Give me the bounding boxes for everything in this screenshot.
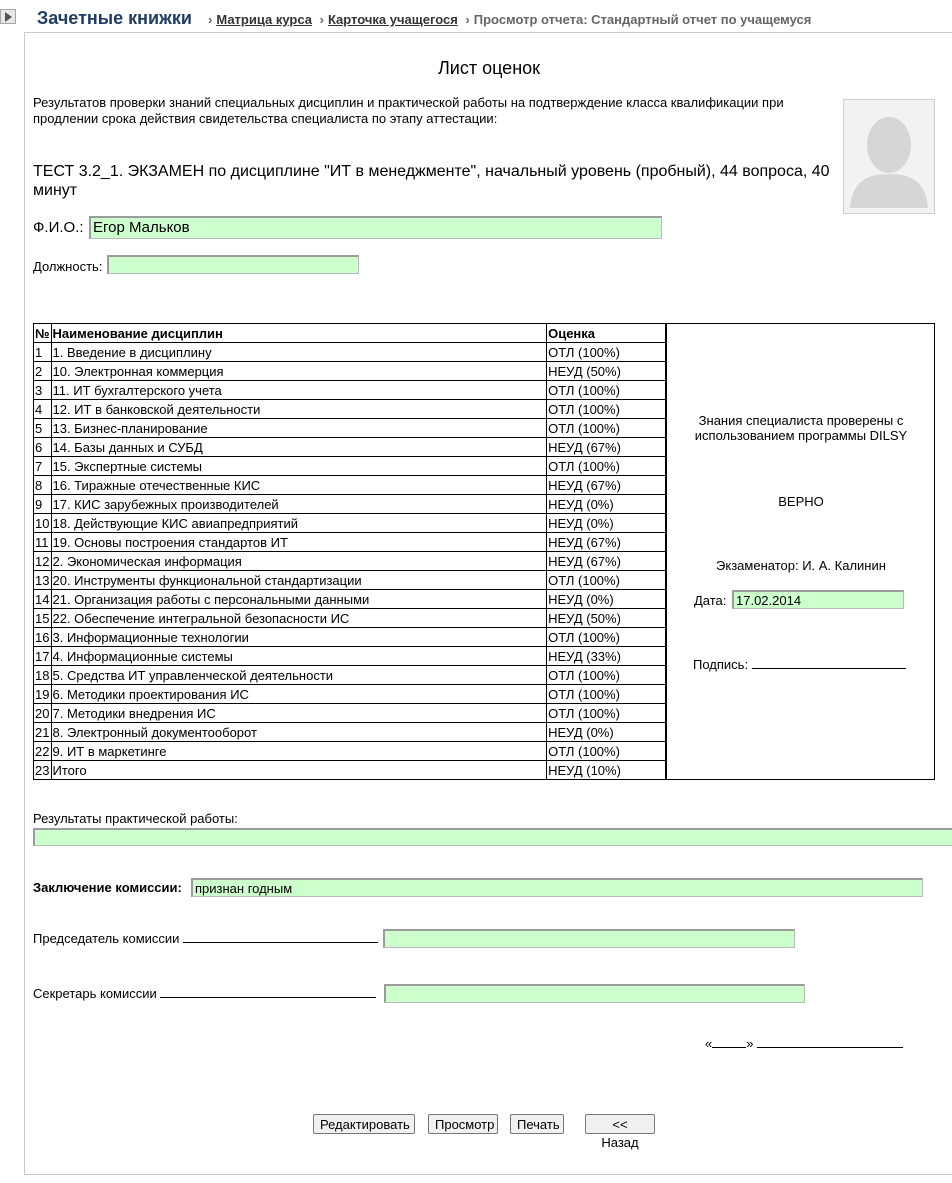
discipline-cell: 4. Информационные системы	[51, 647, 547, 666]
verification-note: Знания специалиста проверены с использованием программы DILSY	[694, 413, 908, 443]
grade-cell: НЕУД (33%)	[547, 647, 666, 666]
table-row	[34, 647, 666, 666]
table-row	[34, 400, 666, 419]
date-line	[705, 1036, 903, 1051]
table-row	[34, 704, 666, 723]
date-label: Дата:	[694, 593, 727, 608]
discipline-cell: 7. Методики внедрения ИС	[51, 704, 547, 723]
app-title: Зачетные книжки	[37, 8, 192, 28]
number-cell: 9	[34, 495, 51, 514]
test-title: ТЕСТ 3.2_1. ЭКЗАМЕН по дисциплине "ИТ в менеджменте", начальный уровень (пробный), 44 вопроса, 40 минут	[33, 163, 830, 199]
discipline-cell: 22. Обеспечение интегральной безопасности ИС	[51, 609, 547, 628]
number-cell: 6	[34, 438, 51, 457]
table-row	[34, 457, 666, 476]
number-cell: 7	[34, 457, 51, 476]
grade-cell: ОТЛ (100%)	[547, 628, 666, 647]
date-open-quote: «	[705, 1036, 713, 1051]
number-cell: 20	[35, 705, 50, 721]
grades-block	[33, 323, 935, 780]
col-header-discipline: Наименование дисциплин	[51, 324, 547, 343]
breadcrumb-separator: ›	[319, 12, 324, 27]
col-header-grade: Оценка	[547, 324, 666, 343]
table-row	[34, 609, 666, 628]
discipline-cell: 20. Инструменты функциональной стандартизации	[51, 571, 547, 590]
discipline-cell: 21. Организация работы с персональными данными	[51, 590, 547, 609]
breadcrumb-link-course-matrix[interactable]: Матрица курса	[216, 12, 312, 27]
grade-cell: ОТЛ (100%)	[547, 742, 666, 761]
table-row	[34, 761, 666, 780]
number-cell: 13	[35, 572, 50, 588]
grade-cell: ОТЛ (100%)	[547, 400, 666, 419]
grade-cell: ОТЛ (100%)	[547, 457, 666, 476]
discipline-cell: 18. Действующие КИС авиапредприятий	[51, 514, 547, 533]
discipline-cell: 13. Бизнес-планирование	[51, 419, 547, 438]
breadcrumb-current: Просмотр отчета: Стандартный отчет по учащемуся	[473, 12, 812, 27]
number-cell: 15	[35, 610, 50, 626]
col-header-number: №	[35, 325, 50, 341]
discipline-cell: 8. Электронный документооборот	[51, 723, 547, 742]
preview-button[interactable]: Просмотр	[428, 1114, 498, 1134]
user-silhouette-icon	[844, 100, 934, 213]
number-cell: 23	[35, 762, 50, 778]
grades-table	[34, 324, 666, 780]
date-close-quote: »	[746, 1036, 754, 1051]
table-row	[34, 685, 666, 704]
grade-cell: ОТЛ (100%)	[547, 685, 666, 704]
number-cell: 1	[34, 343, 51, 362]
table-row	[34, 514, 666, 533]
practice-results-field[interactable]	[33, 828, 952, 846]
discipline-cell: 3. Информационные технологии	[51, 628, 547, 647]
number-cell: 2	[34, 362, 51, 381]
discipline-cell: 2. Экономическая информация	[51, 552, 547, 571]
number-cell: 10	[35, 515, 50, 531]
table-row	[34, 723, 666, 742]
grade-cell: НЕУД (10%)	[547, 761, 666, 780]
grade-cell: НЕУД (0%)	[547, 514, 666, 533]
table-row	[34, 533, 666, 552]
grade-cell: НЕУД (67%)	[547, 533, 666, 552]
fio-field[interactable]: Егор Мальков	[89, 216, 662, 239]
grade-cell: НЕУД (67%)	[547, 476, 666, 495]
grades-table-body	[34, 343, 666, 780]
conclusion-label: Заключение комиссии:	[33, 880, 182, 895]
number-cell: 12	[35, 553, 50, 569]
number-cell: 16	[35, 629, 50, 645]
secretary-line	[33, 986, 376, 1001]
discipline-cell: 17. КИС зарубежных производителей	[51, 495, 547, 514]
breadcrumb-separator: ›	[208, 12, 213, 27]
grade-cell: ОТЛ (100%)	[547, 704, 666, 723]
chairman-field[interactable]	[383, 929, 795, 948]
grade-cell: ОТЛ (100%)	[547, 571, 666, 590]
chairman-line	[33, 931, 378, 946]
table-row	[34, 495, 666, 514]
month-year-underline	[757, 1047, 903, 1048]
conclusion-field[interactable]: признан годным	[191, 878, 923, 897]
signature-line	[693, 657, 906, 672]
table-row	[34, 343, 666, 362]
number-cell: 18	[35, 667, 50, 683]
discipline-cell: 6. Методики проектирования ИС	[51, 685, 547, 704]
verdict-text: ВЕРНО	[778, 494, 824, 509]
number-cell: 4	[34, 400, 51, 419]
examiner-name: Экзаменатор: И. А. Калинин	[716, 558, 886, 573]
signature-underline	[752, 668, 906, 669]
discipline-cell: Итого	[51, 761, 547, 780]
number-cell: 21	[35, 724, 50, 740]
table-header-row	[34, 324, 666, 343]
table-row	[34, 742, 666, 761]
signature-label: Подпись:	[693, 657, 749, 672]
discipline-cell: 5. Средства ИТ управленческой деятельности	[51, 666, 547, 685]
sheet-title: Лист оценок	[437, 58, 541, 78]
table-row	[34, 419, 666, 438]
grade-cell: ОТЛ (100%)	[547, 343, 666, 362]
discipline-cell: 19. Основы построения стандартов ИТ	[51, 533, 547, 552]
fio-label: Ф.И.О.:	[33, 219, 84, 236]
grade-cell: НЕУД (50%)	[547, 362, 666, 381]
discipline-cell: 14. Базы данных и СУБД	[51, 438, 547, 457]
secretary-field[interactable]	[384, 984, 805, 1003]
discipline-cell: 16. Тиражные отечественные КИС	[51, 476, 547, 495]
discipline-cell: 9. ИТ в маркетинге	[51, 742, 547, 761]
student-photo-placeholder	[843, 99, 935, 214]
print-button[interactable]: Печать	[510, 1114, 564, 1134]
number-cell: 19	[35, 686, 50, 702]
table-row	[34, 666, 666, 685]
table-row	[34, 552, 666, 571]
grade-cell: НЕУД (0%)	[547, 590, 666, 609]
discipline-cell: 11. ИТ бухгалтерского учета	[51, 381, 547, 400]
number-cell: 8	[34, 476, 51, 495]
grade-cell: ОТЛ (100%)	[547, 666, 666, 685]
play-arrow-icon	[5, 12, 12, 22]
number-cell: 14	[35, 591, 50, 607]
report-sheet	[24, 32, 952, 1175]
table-row	[34, 628, 666, 647]
day-underline	[712, 1047, 746, 1048]
chairman-underline	[183, 942, 378, 943]
back-button[interactable]: << Назад	[585, 1114, 655, 1134]
number-cell: 17	[35, 648, 50, 664]
number-cell: 22	[35, 743, 50, 759]
chairman-label: Председатель комиссии	[33, 931, 180, 946]
discipline-cell: 12. ИТ в банковской деятельности	[51, 400, 547, 419]
table-row	[34, 476, 666, 495]
table-row	[34, 362, 666, 381]
grade-cell: НЕУД (67%)	[547, 438, 666, 457]
secretary-label: Секретарь комиссии	[33, 986, 157, 1001]
table-row	[34, 590, 666, 609]
position-label: Должность:	[33, 259, 103, 274]
number-cell: 3	[34, 381, 51, 400]
top-bar	[0, 0, 952, 34]
secretary-underline	[160, 997, 376, 998]
edit-button[interactable]: Редактировать	[313, 1114, 415, 1134]
position-field[interactable]	[107, 255, 359, 274]
table-row	[34, 571, 666, 590]
table-row	[34, 438, 666, 457]
grade-cell: НЕУД (0%)	[547, 723, 666, 742]
grade-cell: НЕУД (67%)	[547, 552, 666, 571]
expand-toggle-button[interactable]	[0, 9, 16, 24]
grade-cell: ОТЛ (100%)	[547, 419, 666, 438]
table-row	[34, 381, 666, 400]
number-cell: 11	[34, 533, 51, 552]
number-cell: 5	[34, 419, 51, 438]
grade-cell: НЕУД (50%)	[547, 609, 666, 628]
breadcrumb-link-student-card[interactable]: Карточка учащегося	[327, 12, 458, 27]
practice-label: Результаты практической работы:	[33, 811, 238, 826]
examiner-panel	[666, 324, 935, 779]
grade-cell: НЕУД (0%)	[547, 495, 666, 514]
exam-date-field[interactable]: 17.02.2014	[732, 590, 904, 609]
grade-cell: ОТЛ (100%)	[547, 381, 666, 400]
breadcrumb	[204, 12, 811, 27]
discipline-cell: 15. Экспертные системы	[51, 457, 547, 476]
breadcrumb-separator: ›	[465, 12, 470, 27]
intro-text: Результатов проверки знаний специальных дисциплин и практической работы на подтверждение класса квалификации при продлении срока действия свидетельства специалиста по этапу аттестации:	[33, 95, 784, 126]
discipline-cell: 1. Введение в дисциплину	[51, 343, 547, 362]
discipline-cell: 10. Электронная коммерция	[51, 362, 547, 381]
